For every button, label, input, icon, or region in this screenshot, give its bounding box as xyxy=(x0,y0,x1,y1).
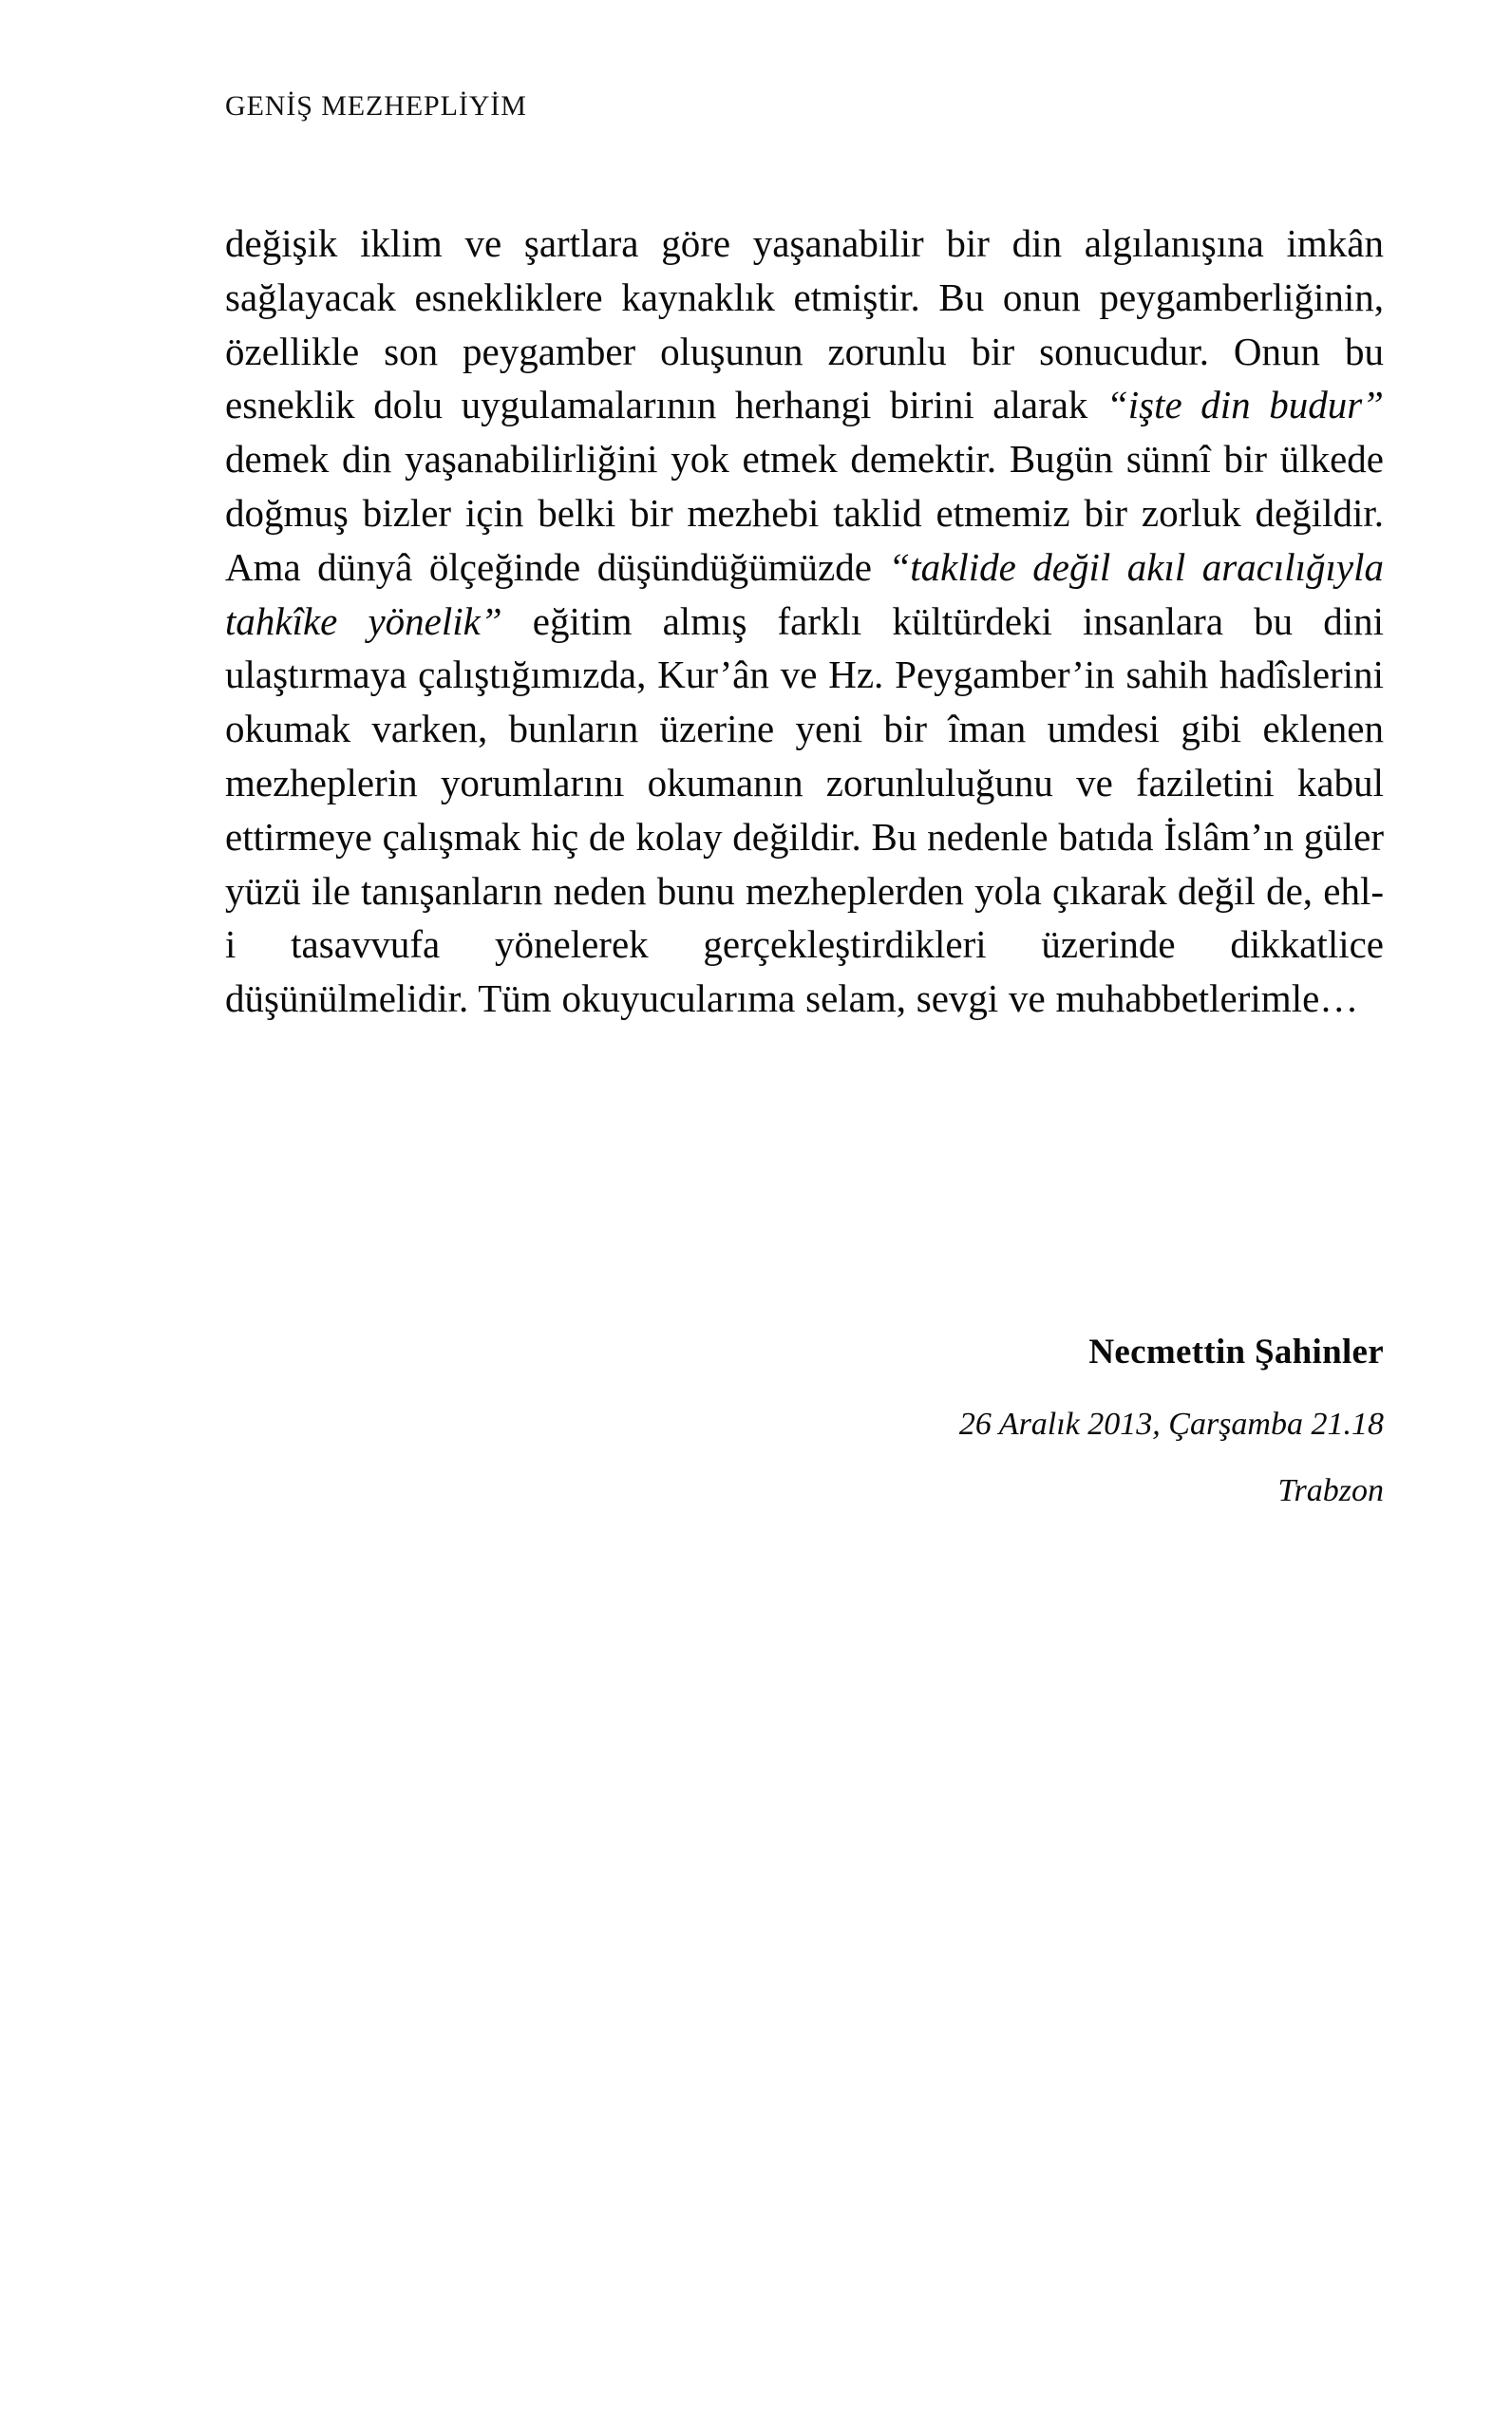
italic-quote-taklide-degil: “taklide değil akıl aracılığıyla tahkîke yönelik” xyxy=(225,544,1385,643)
signature-block xyxy=(225,1328,1384,1514)
italic-quote-iste-din-budur: “işte din budur” xyxy=(1106,383,1384,427)
signature-date: 26 Aralık 2013, Çarşamba 21.18 xyxy=(958,1407,1384,1442)
running-header: GENİŞ MEZHEPLİYİM xyxy=(225,90,527,122)
paragraph-segment-1: değişik iklim ve şartlara göre yaşanabilir bir din algılanışına imkân sağlayacak esnekliklere kaynaklık etmiştir. Bu onun peygamberliğinin, özellikle son peygamber oluşunun zorunlu bir sonucudur. Onun bu esneklik dolu uygulamalarının herhangi birini alarak xyxy=(225,221,1384,427)
author-name: Necmettin Şahinler xyxy=(1088,1333,1384,1372)
paragraph-segment-3: eğitim almış farklı kültürdeki insanlara bu dini ulaştırmaya çalıştığımızda, Kur’ân ve Hz. Peygamber’in sahih hadîslerini okumak varken, bunların üzerine yeni bir îman umdesi gibi eklenen mezheplerin yorumlarını okumanın zorunluluğunu ve faziletini kabul ettirmeye çalışmak hiç de kolay değildir. Bu nedenle batıda İslâm’ın güler yüzü ile tanışanların neden bunu mezheplerden yola çıkarak değil de, ehl-i tasavvufa yönelerek gerçekleştirdikleri üzerinde dikkatlice düşünülmelidir. Tüm okuyucularıma selam, sevgi ve muhabbetlerimle… xyxy=(225,598,1384,1021)
body-text-block xyxy=(225,217,1384,1026)
signature-city: Trabzon xyxy=(1277,1473,1384,1508)
paragraph-segment-2: demek din yaşanabilirliğini yok etmek demektir. Bugün sünnî bir ülkede doğmuş bizler için belki bir mezhebi taklid etmemiz bir zorluk değildir. Ama dünyâ ölçeğinde düşündüğümüzde xyxy=(225,437,1384,589)
body-paragraph xyxy=(225,217,1384,1026)
